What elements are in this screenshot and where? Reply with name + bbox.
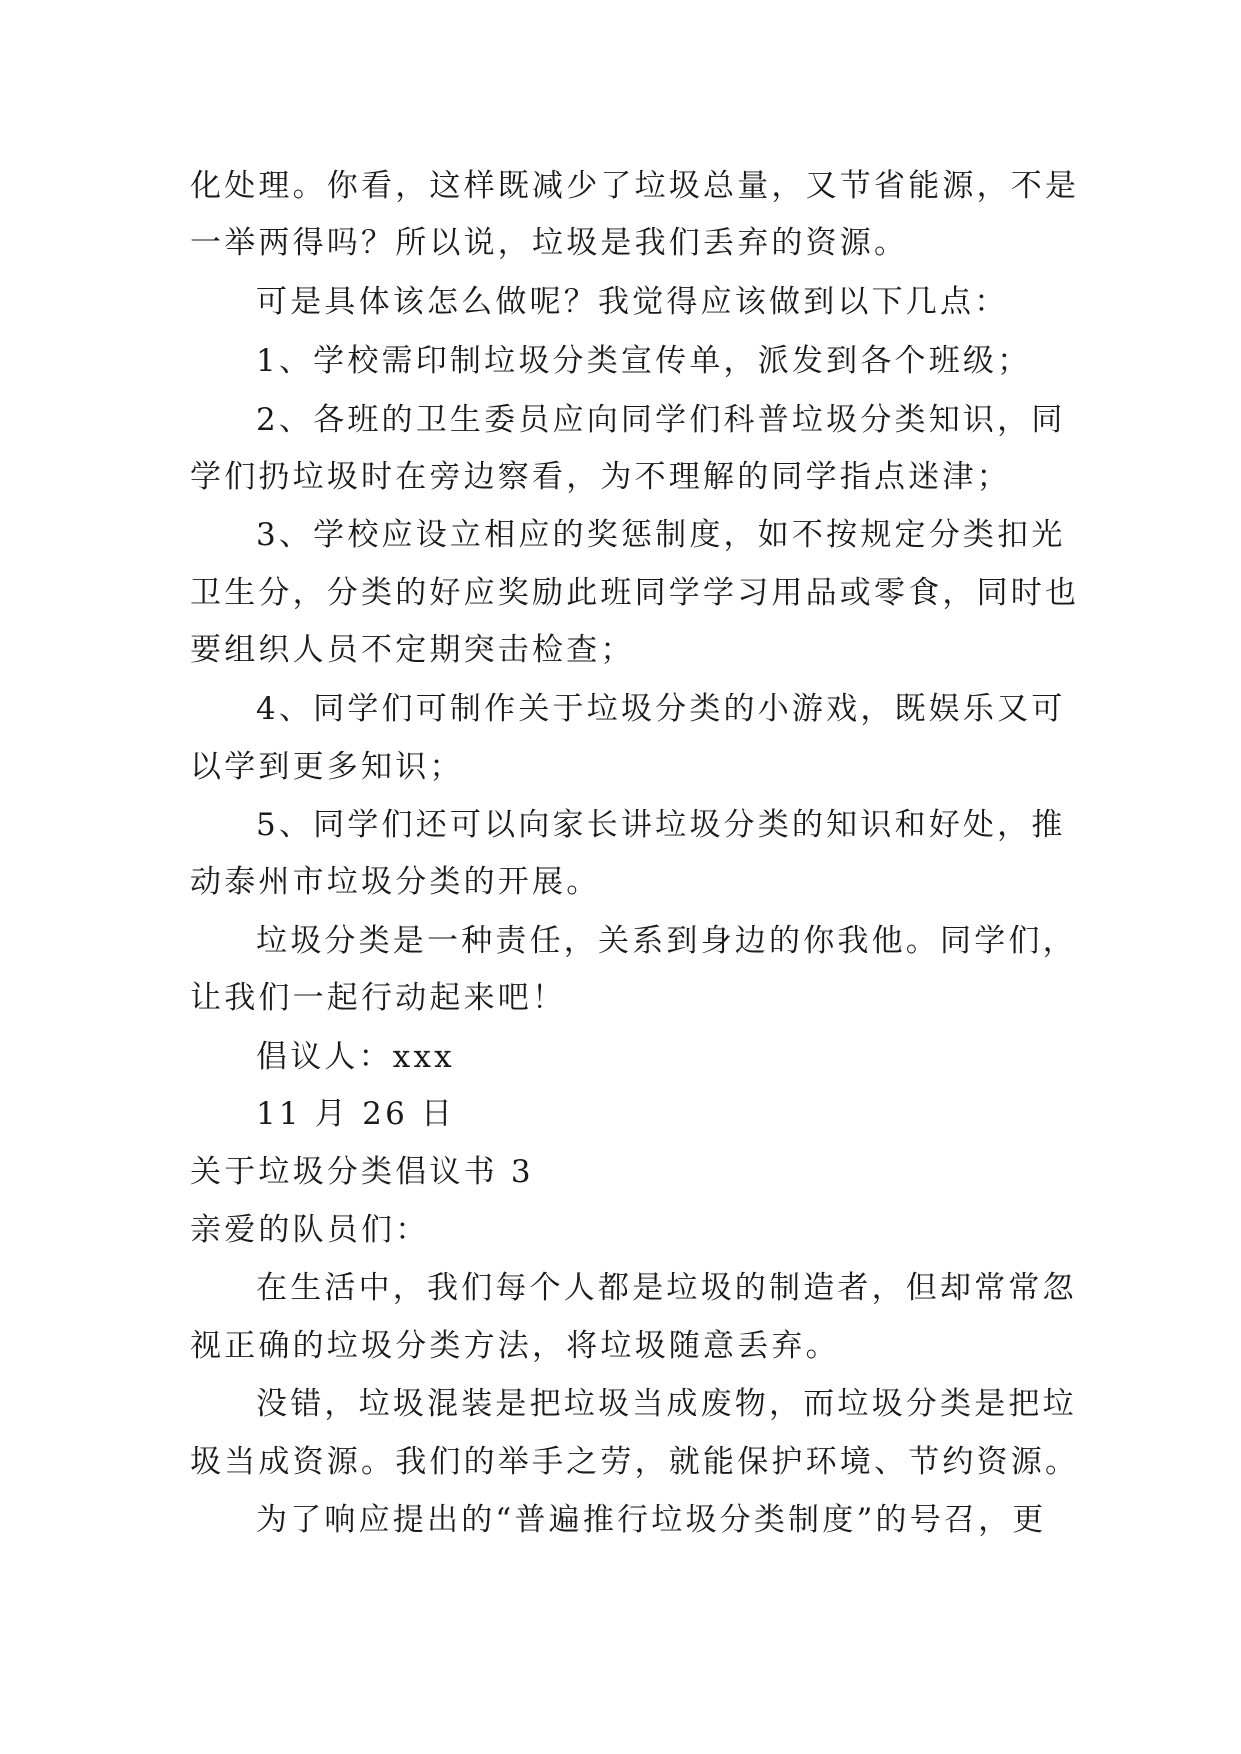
text-line: 在生活中，我们每个人都是垃圾的制造者，但却常常忽 [256, 1270, 1077, 1306]
text-line: 要组织人员不定期突击检查； [190, 632, 635, 668]
text-line: 圾当成资源。我们的举手之劳，就能保护环境、节约资源。 [190, 1444, 1080, 1480]
text-line: 为了响应提出的“普遍推行垃圾分类制度”的号召，更 [256, 1502, 1047, 1538]
list-item: 1、学校需印制垃圾分类宣传单，派发到各个班级； [256, 343, 1032, 379]
date-line: 11 月 26 日 [256, 1096, 456, 1132]
salutation: 亲爱的队员们： [190, 1212, 430, 1248]
list-item: 3、学校应设立相应的奖惩制度，如不按规定分类扣光 [256, 517, 1066, 553]
text-line: 学们扔垃圾时在旁边察看，为不理解的同学指点迷津； [190, 459, 1011, 495]
section-title: 关于垃圾分类倡议书 3 [190, 1154, 534, 1190]
text-line: 以学到更多知识； [190, 749, 464, 785]
list-item: 2、各班的卫生委员应向同学们科普垃圾分类知识，同 [256, 402, 1066, 438]
text-line: 动泰州市垃圾分类的开展。 [190, 864, 601, 900]
text-line: 垃圾分类是一种责任，关系到身边的你我他。同学们， [256, 923, 1077, 959]
text-line: 化处理。你看，这样既减少了垃圾总量，又节省能源，不是 [190, 168, 1080, 204]
text-line: 卫生分，分类的好应奖励此班同学学习用品或零食，同时也 [190, 575, 1080, 611]
text-line: 视正确的垃圾分类方法，将垃圾随意丢弃。 [190, 1328, 840, 1364]
signature-line: 倡议人：xxx [256, 1039, 455, 1075]
text-line: 让我们一起行动起来吧！ [190, 980, 567, 1016]
list-item: 5、同学们还可以向家长讲垃圾分类的知识和好处，推 [256, 807, 1066, 843]
list-item: 4、同学们可制作关于垃圾分类的小游戏，既娱乐又可 [256, 691, 1066, 727]
text-line: 一举两得吗？所以说，垃圾是我们丢弃的资源。 [190, 225, 909, 261]
text-line: 没错，垃圾混装是把垃圾当成废物，而垃圾分类是把垃 [256, 1386, 1077, 1422]
text-line: 可是具体该怎么做呢？我觉得应该做到以下几点： [256, 284, 1009, 320]
